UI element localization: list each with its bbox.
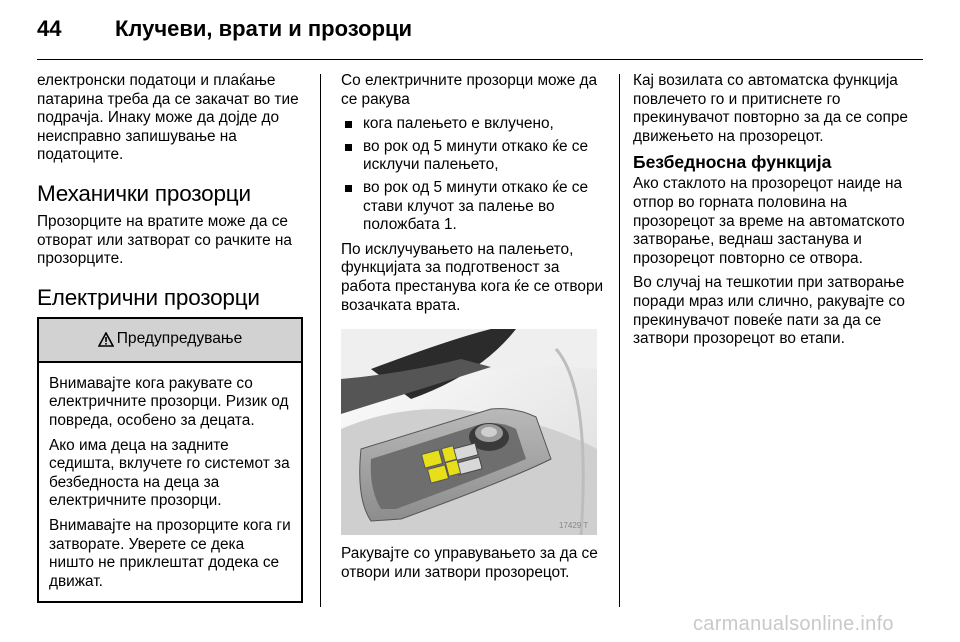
warning-paragraph: Ако има деца на задните седишта, вклучете го системот за безбедноста на деца за електричните прозорци.: [49, 436, 290, 510]
image-caption: Ракувајте со управувањето за да се отвори или затвори прозорецот.: [341, 545, 598, 581]
bullet-square-icon: [345, 121, 352, 128]
page-title: Клучеви, врати и прозорци: [115, 16, 413, 41]
automatic-function-text: Кај возилата со автоматска функција повлечето го и притиснете го прекинувачот повторно за да се сопре движењето на прозорецот.: [633, 72, 908, 145]
column-middle: [341, 72, 607, 588]
bullet-square-icon: [345, 185, 352, 192]
section-title-safety-function: Безбедносна функција: [633, 152, 832, 173]
watermark: carmanualsonline.info: [693, 613, 894, 635]
mechanical-windows-text: Прозорците на вратите може да се отворат или затворат со рачките на прозорците.: [37, 212, 292, 268]
list-item: во рок од 5 минути откако ќе се стави клучот за палење во положбата 1.: [341, 179, 607, 235]
after-ignition-text: По исклучувањето на палењето, функцијата за подготвеност за работа престанува кога ќе се отвори возачката врата.: [341, 240, 604, 314]
intro-paragraph: електронски податоци и плаќање патарина треба да се закачат во тие подрачја. Инаку може да дојде до неисправно запишување на податоците.: [37, 72, 299, 164]
page-header: [0, 0, 960, 62]
column-right: [633, 72, 908, 355]
window-switch-panel-image: [341, 329, 597, 535]
page-number: 44: [37, 16, 62, 41]
warning-paragraph: Внимавајте кога ракувате со електричните прозорци. Ризик од повреда, особено за децата.: [49, 374, 289, 429]
column-divider: [619, 74, 620, 607]
operation-conditions-list: [341, 115, 607, 235]
list-item: кога палењето е вклучено,: [341, 115, 607, 134]
operation-intro: Со електричните прозорци може да се ракува: [341, 72, 598, 108]
bullet-square-icon: [345, 144, 352, 151]
warning-heading: Предупредување: [116, 330, 243, 348]
warning-triangle-icon: [98, 332, 114, 347]
warning-paragraph: Внимавајте на прозорците кога ги затворате. Уверете се дека ништо не приклештат додека се движат.: [49, 516, 291, 590]
column-divider: [320, 74, 321, 607]
list-item: во рок од 5 минути откако ќе се исклучи палењето,: [341, 138, 607, 175]
safety-paragraph: Ако стаклото на прозорецот наиде на отпор во горната половина на прозорецот за време на автоматското затворање, веднаш застанува и прозорецот повторно се отвора.: [633, 175, 905, 267]
warning-box: [37, 317, 303, 604]
warning-body: [39, 363, 301, 602]
warning-header: [39, 319, 301, 363]
image-code: 17429 T: [559, 521, 589, 531]
section-title-mechanical-windows: Механички прозорци: [37, 180, 251, 206]
header-divider: [37, 59, 923, 60]
safety-paragraph: Во случај на тешкотии при затворање поради мраз или слично, ракувајте со прекинувачот повеќе пати за да се затвори прозорецот во етапи.: [633, 274, 905, 348]
section-title-power-windows: Електрични прозорци: [37, 284, 260, 310]
column-left: [37, 72, 303, 603]
